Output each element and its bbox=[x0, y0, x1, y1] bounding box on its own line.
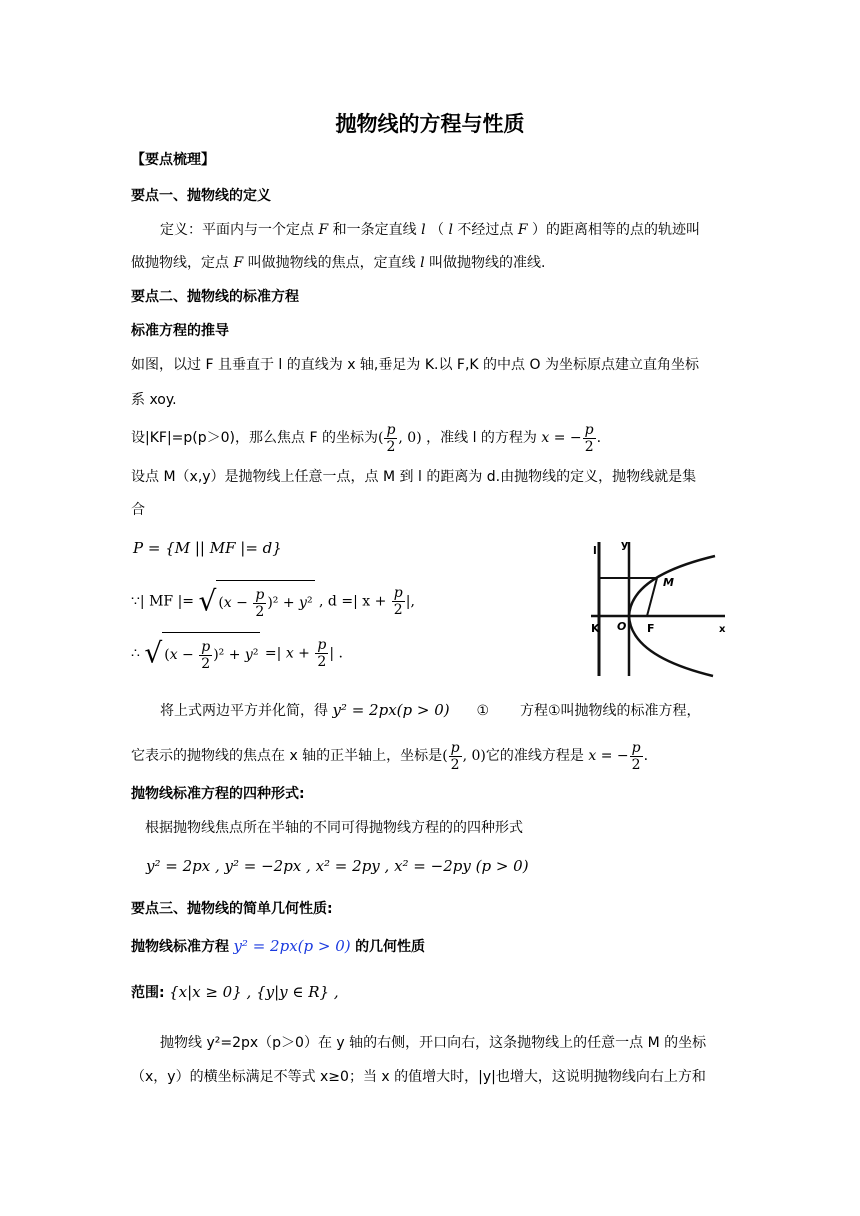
heading-four-forms: 抛物线标准方程的四种形式: bbox=[131, 786, 305, 802]
therefore-equation: ∴ √ (x − $\frac{p}{2}$ )² + y² =| x + $\frac{p}{2}$ | . bbox=[131, 632, 343, 675]
heading-definition: 要点一、抛物线的定义 bbox=[131, 188, 271, 204]
range-line: 范围: {x|x ≥ 0} , {y|y ∈ R} , bbox=[131, 983, 339, 1001]
set-equation: P = {M || MF |= d} bbox=[133, 539, 282, 557]
label-y: y bbox=[621, 538, 629, 551]
paragraph-line-2: （x，y）的横坐标满足不等式 x≥0；当 x 的值增大时，|y|也增大，这说明抛物线向右上方和 bbox=[131, 1069, 706, 1085]
paragraph-line-1: 抛物线 y²=2px（p＞0）在 y 轴的右侧，开口向右，这条抛物线上的任意一点 M 的坐标 bbox=[160, 1035, 707, 1051]
parabola-lower bbox=[629, 616, 713, 676]
mf-distance-equation: ∵| MF |= √ (x − $\frac{p}{2}$ )² + y² , d =| x + $\frac{p}{2}$ |, bbox=[131, 580, 415, 623]
derive-line-2: 系 xoy. bbox=[131, 392, 177, 408]
label-M: M bbox=[663, 576, 674, 589]
four-forms-equations: y² = 2px , y² = −2px , x² = 2py , x² = −2py (p > 0) bbox=[146, 857, 529, 875]
section-label: 【要点梳理】 bbox=[131, 152, 215, 168]
four-forms-text: 根据抛物线焦点所在半轴的不同可得抛物线方程的的四种形式 bbox=[145, 820, 523, 836]
label-F: F bbox=[647, 622, 655, 635]
label-x: x bbox=[719, 624, 726, 635]
subheading-derivation: 标准方程的推导 bbox=[131, 323, 229, 339]
properties-title: 抛物线标准方程 y² = 2px(p > 0) 的几何性质 bbox=[131, 937, 426, 955]
derive-line-3: 设|KF|=p(p＞0)，那么焦点 F 的坐标为( $\frac{p}{2}$ , 0) ，准线 l 的方程为 x = − $\frac{p}{2}$ . bbox=[131, 421, 602, 455]
derive-line-5: 合 bbox=[131, 502, 145, 518]
heading-geometric-properties: 要点三、抛物线的简单几何性质: bbox=[131, 901, 333, 917]
derive-line-4: 设点 M（x,y）是抛物线上任意一点，点 M 到 l 的距离为 d.由抛物线的定义，抛物线就是集 bbox=[131, 469, 697, 485]
simplify-line: 将上式两边平方并化简，得 y² = 2px(p > 0) ① 方程①叫抛物线的标准方程， bbox=[160, 701, 701, 719]
definition-line-2: 做抛物线，定点 F 叫做抛物线的焦点，定直线 l 叫做抛物线的准线. bbox=[131, 255, 546, 271]
parabola-figure bbox=[585, 536, 730, 678]
focus-line: 它表示的抛物线的焦点在 x 轴的正半轴上，坐标是( $\frac{p}{2}$ , 0)它的准线方程是 x = − $\frac{p}{2}$ . bbox=[131, 739, 649, 773]
label-O: O bbox=[617, 620, 627, 633]
definition-line-1: 定义：平面内与一个定点 F 和一条定直线 l （ l 不经过点 F ）的距离相等的点的轨迹叫 bbox=[160, 222, 701, 238]
heading-standard-equation: 要点二、抛物线的标准方程 bbox=[131, 289, 299, 305]
label-l: l bbox=[593, 544, 597, 557]
page-title: 抛物线的方程与性质 bbox=[335, 112, 525, 136]
label-K: K bbox=[591, 622, 600, 635]
derive-line-1: 如图，以过 F 且垂直于 l 的直线为 x 轴,垂足为 K.以 F,K 的中点 O 为坐标原点建立直角坐标 bbox=[131, 357, 699, 373]
